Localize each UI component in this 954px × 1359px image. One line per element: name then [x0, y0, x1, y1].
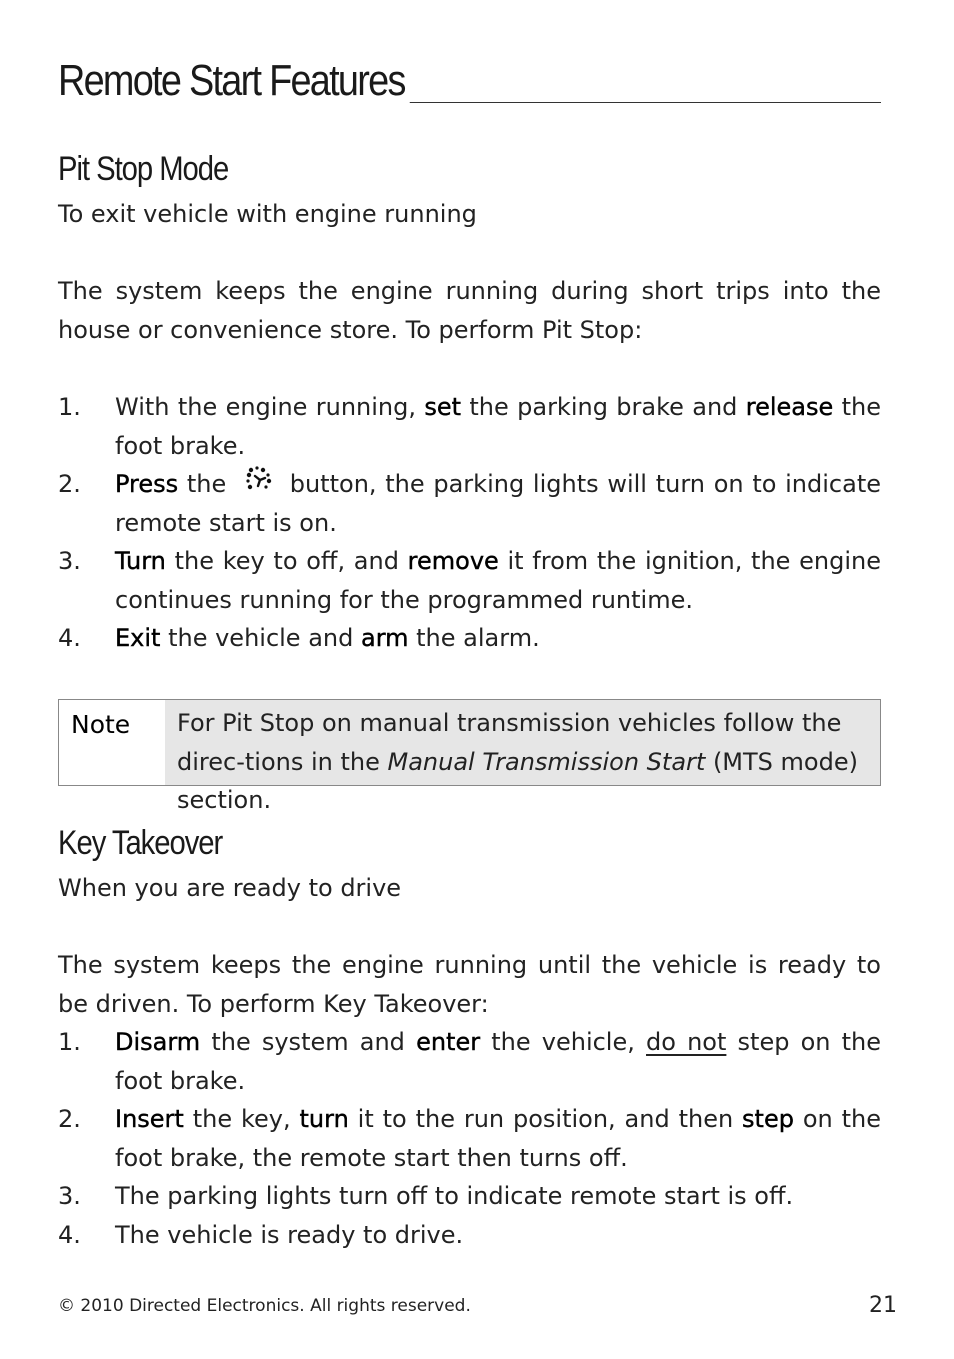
note-text-end: (MTS mode) section. [177, 747, 858, 814]
remote-start-button-icon [235, 470, 281, 498]
copyright-footer: © 2010 Directed Electronics. All rights reserved. [58, 1296, 471, 1316]
step-number: 2. [58, 1105, 81, 1133]
step-action-word: Disarm [115, 1028, 201, 1056]
key-takeover-step-3: 3. The parking lights turn off to indicate remote start is off. [58, 1177, 881, 1216]
key-takeover-intro: The system keeps the engine running until the vehicle is ready to be driven. To perform Key Takeover: [58, 951, 881, 1018]
step-action-word: Exit [115, 624, 161, 652]
step-action-word: Insert [115, 1105, 184, 1133]
step-emphasis: do not [646, 1028, 727, 1056]
key-takeover-step-4: 4. The vehicle is ready to drive. [58, 1216, 881, 1255]
step-action-word: release [745, 393, 834, 421]
page-title-bar [58, 56, 881, 103]
note-box [58, 699, 881, 814]
key-takeover-step-2: 2. Insert the key, turn it to the run position, and then step on the foot brake, the remote start then turns off. [58, 1100, 881, 1177]
pit-stop-heading: Pit Stop Mode [58, 150, 229, 188]
step-number: 4. [58, 1220, 81, 1249]
step-action-word: arm [360, 624, 409, 652]
pit-stop-steps [58, 388, 881, 658]
step-number: 3. [58, 1182, 81, 1210]
key-takeover-subtitle: When you are ready to drive [58, 874, 402, 902]
page-number: 21 [869, 1293, 897, 1318]
step-action-word: Press [115, 470, 179, 498]
note-label: Note [71, 710, 131, 739]
step-action-word: set [424, 393, 462, 421]
page-title: Remote Start Features [58, 56, 410, 106]
note-text [165, 700, 880, 814]
step-number: 4. [58, 624, 81, 652]
pit-stop-subtitle: To exit vehicle with engine running [58, 200, 477, 228]
step-number: 1. [58, 1028, 81, 1056]
step-action-word: enter [416, 1028, 481, 1056]
step-action-word: Turn [115, 547, 166, 575]
key-takeover-steps [58, 1023, 881, 1254]
note-text-italic: Manual Transmission Start [387, 747, 706, 776]
step-action-word: turn [299, 1105, 349, 1133]
step-action-word: step [742, 1105, 794, 1133]
step-number: 3. [58, 547, 81, 575]
key-takeover-step-1: 1. Disarm the system and enter the vehicle, do not step on the foot brake. [58, 1023, 881, 1100]
pit-stop-intro: The system keeps the engine running during short trips into the house or convenience store. To perform Pit Stop: [58, 277, 881, 344]
pit-stop-step-1: 1. With the engine running, set the parking brake and release the foot brake. [58, 388, 881, 465]
note-text-start: For Pit Stop on manual transmission vehicles follow the direc-tions in the [177, 709, 842, 776]
pit-stop-step-2: 2. Press the button, the parking lights will turn on to indicate remote start is on. [58, 465, 881, 542]
pit-stop-step-3: 3. Turn the key to off, and remove it from the ignition, the engine continues running for the programmed runtime. [58, 542, 881, 619]
step-number: 1. [58, 393, 81, 421]
pit-stop-step-4: 4. Exit the vehicle and arm the alarm. [58, 619, 881, 658]
step-action-word: remove [407, 547, 499, 575]
key-takeover-heading: Key Takeover [58, 824, 223, 862]
step-number: 2. [58, 470, 81, 498]
